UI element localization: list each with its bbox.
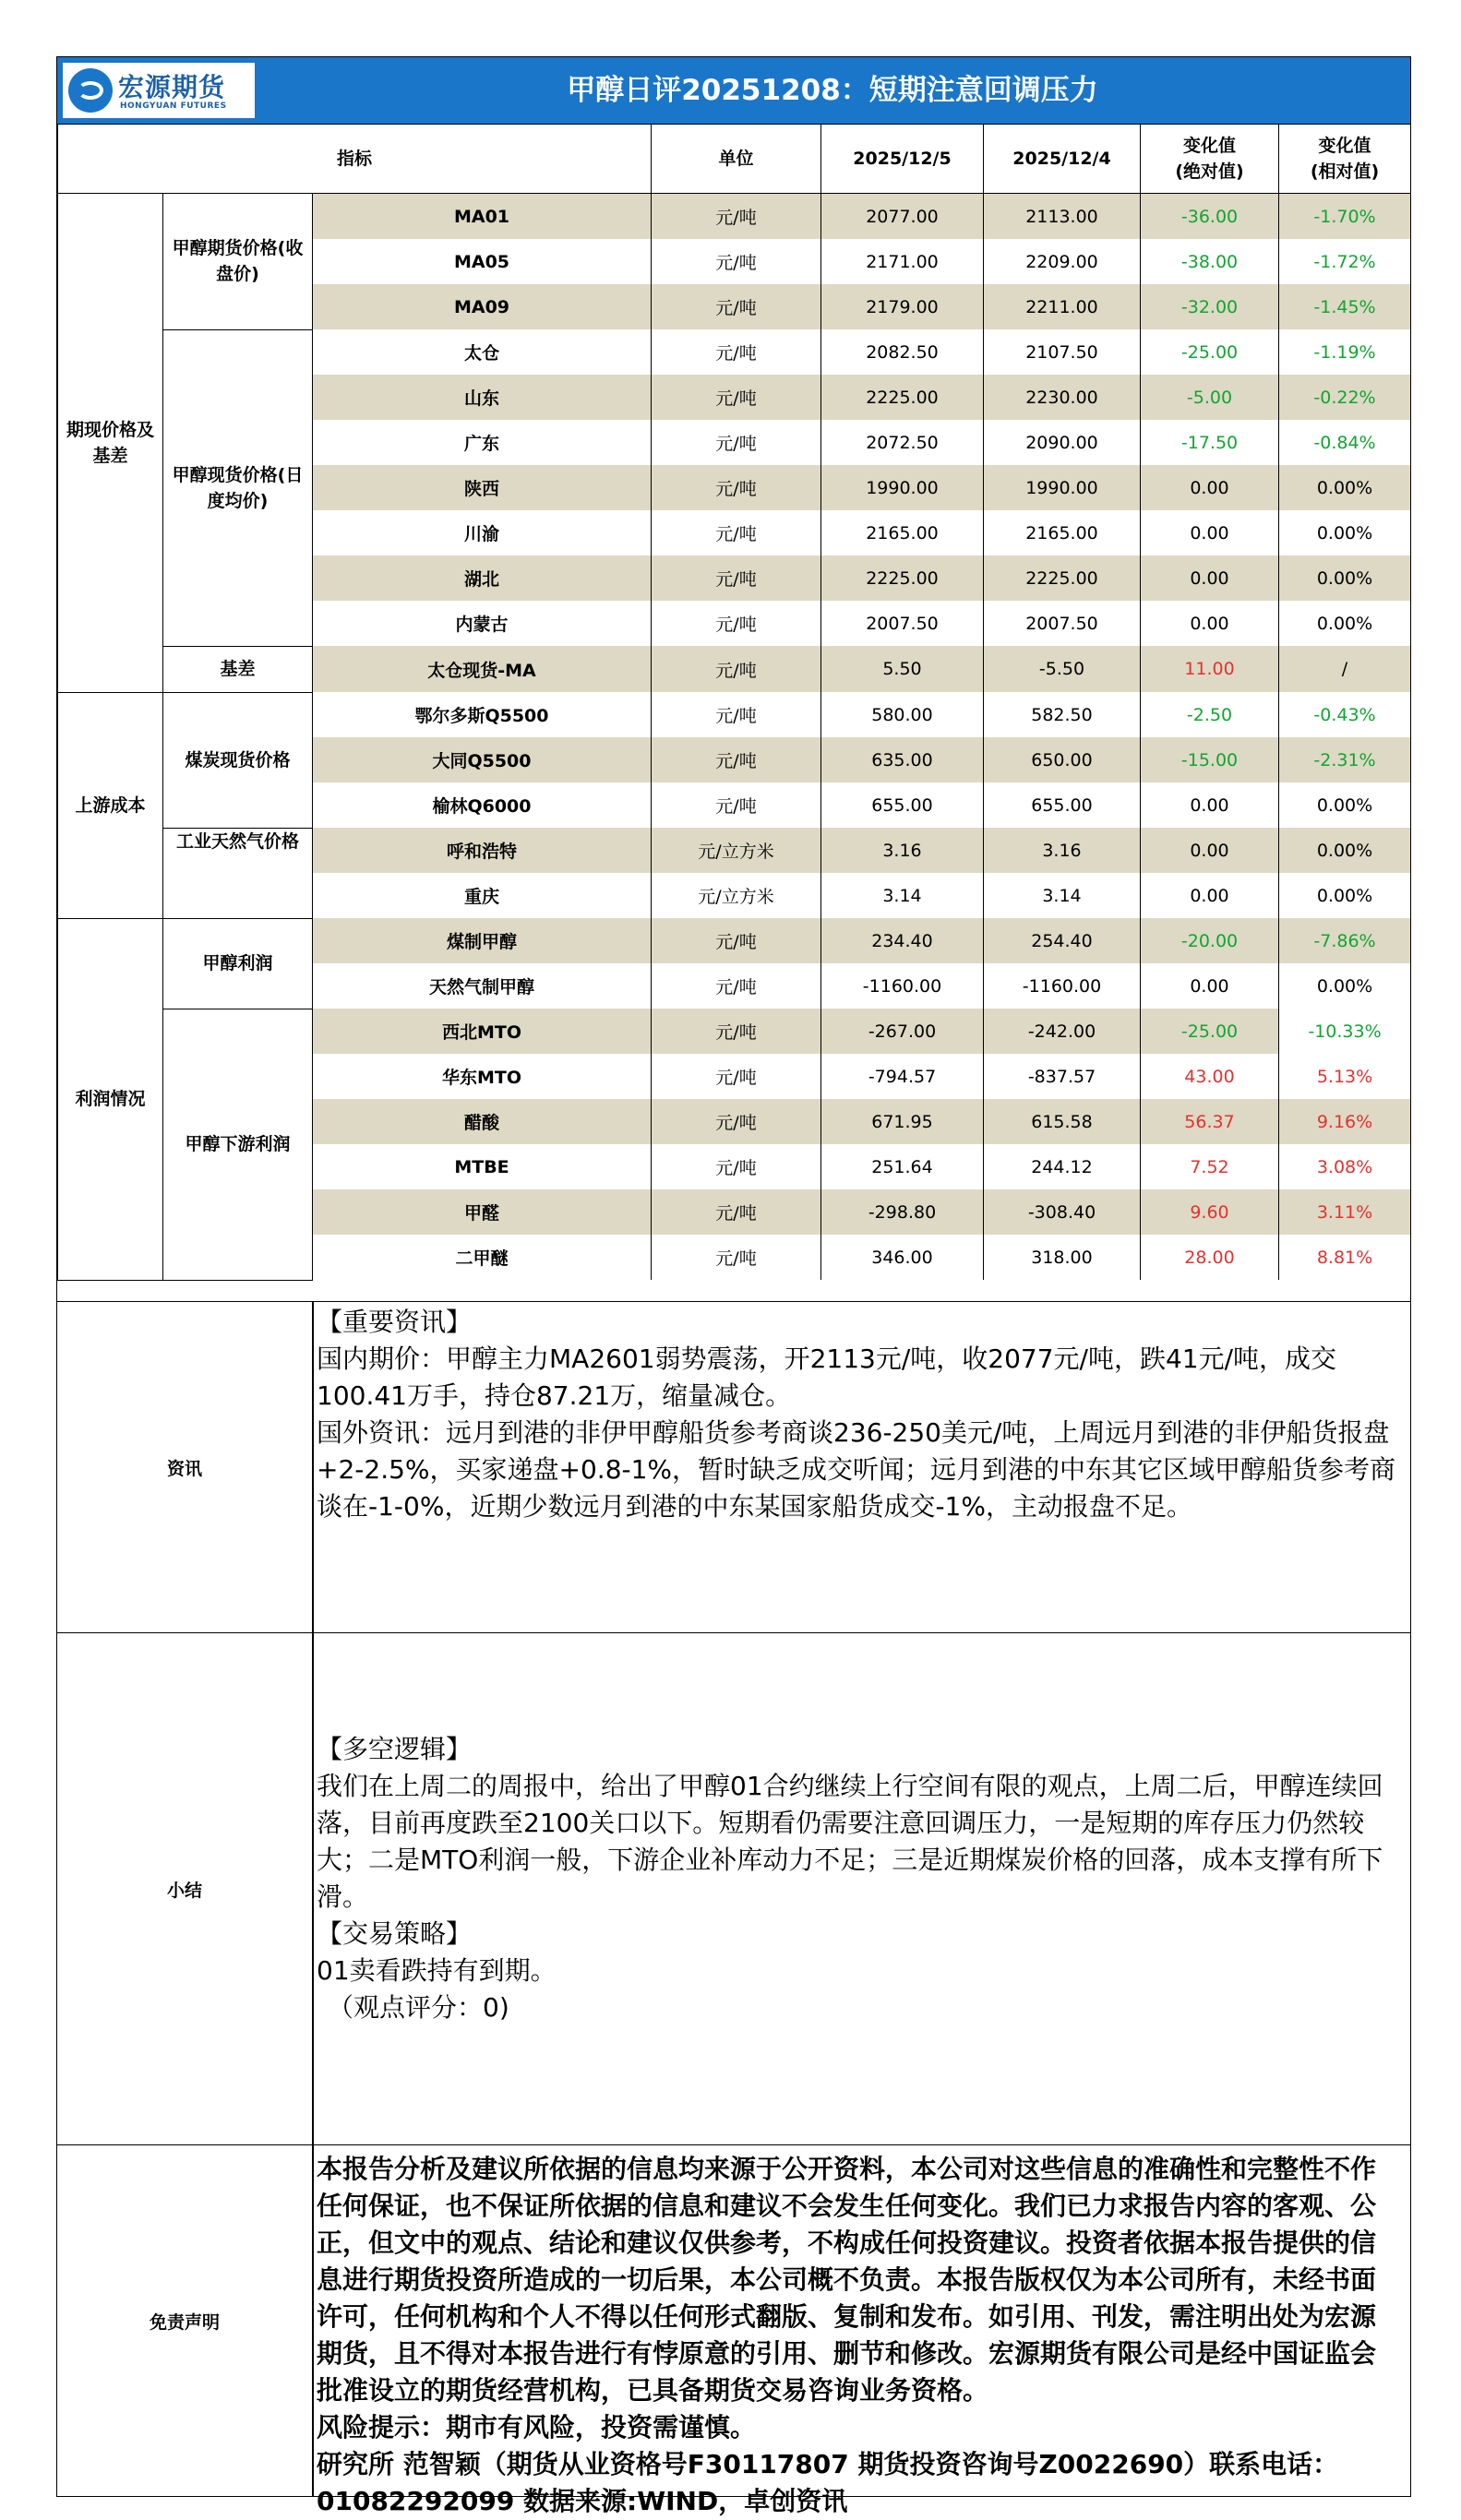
abs-change: 0.00 <box>1141 828 1279 873</box>
rel-change: -1.45% <box>1279 284 1411 329</box>
value-date2: 2209.00 <box>984 239 1141 284</box>
unit-cell: 元/吨 <box>652 782 821 828</box>
col-rel-change: 变化值 (相对值) <box>1279 125 1411 194</box>
abs-change: -25.00 <box>1141 1009 1279 1054</box>
rel-change: 0.00% <box>1279 963 1411 1009</box>
indicator-name: 山东 <box>313 375 652 420</box>
unit-cell: 元/立方米 <box>652 828 821 873</box>
value-date2: -1160.00 <box>984 963 1141 1009</box>
disclaimer-label: 免责声明 <box>57 2145 314 2496</box>
unit-cell: 元/吨 <box>652 1054 821 1099</box>
rel-change: 0.00% <box>1279 828 1411 873</box>
value-date2: 2225.00 <box>984 555 1141 601</box>
unit-cell: 元/吨 <box>652 963 821 1009</box>
summary-label: 小结 <box>57 1633 314 2144</box>
value-date2: -242.00 <box>984 1009 1141 1054</box>
value-date2: 244.12 <box>984 1144 1141 1189</box>
abs-change: 9.60 <box>1141 1189 1279 1235</box>
report-title: 甲醇日评20251208：短期注意回调压力 <box>567 74 1098 107</box>
disclaimer-section <box>57 2144 1410 2516</box>
value-date1: 635.00 <box>821 737 984 782</box>
value-date1: 655.00 <box>821 782 984 828</box>
rel-change: 8.81% <box>1279 1235 1411 1280</box>
news-heading: 【重要资讯】 <box>317 1307 473 1337</box>
abs-change: -17.50 <box>1141 420 1279 465</box>
sub-coal-price: 煤炭现货价格 <box>163 692 313 828</box>
table-row <box>58 646 1411 692</box>
rel-change: 0.00% <box>1279 555 1411 601</box>
abs-change: 0.00 <box>1141 873 1279 918</box>
value-date2: 3.14 <box>984 873 1141 918</box>
unit-cell: 元/吨 <box>652 375 821 420</box>
news-section <box>57 1301 1410 1632</box>
indicator-name: 西北MTO <box>313 1009 652 1054</box>
news-domestic: 国内期价：甲醇主力MA2601弱势震荡，开2113元/吨，收2077元/吨，跌41元/吨，成交100.41万手，持仓87.21万，缩量减仓。 <box>317 1344 1337 1411</box>
unit-cell: 元/立方米 <box>652 873 821 918</box>
value-date1: 671.95 <box>821 1099 984 1144</box>
unit-cell: 元/吨 <box>652 1235 821 1280</box>
abs-change: 0.00 <box>1141 782 1279 828</box>
abs-change: 0.00 <box>1141 465 1279 510</box>
value-date1: 2007.50 <box>821 601 984 646</box>
news-label: 资讯 <box>57 1302 314 1632</box>
indicator-name: MA05 <box>313 239 652 284</box>
unit-cell: 元/吨 <box>652 239 821 284</box>
report-sheet <box>56 56 1411 2516</box>
unit-cell: 元/吨 <box>652 1009 821 1054</box>
value-date2: 1990.00 <box>984 465 1141 510</box>
rel-change: 0.00% <box>1279 782 1411 828</box>
rel-change: -0.22% <box>1279 375 1411 420</box>
value-date1: 2171.00 <box>821 239 984 284</box>
value-date1: 346.00 <box>821 1235 984 1280</box>
abs-change: 7.52 <box>1141 1144 1279 1189</box>
table-row <box>58 918 1411 963</box>
indicator-table <box>57 124 1411 1281</box>
rel-change: 0.00% <box>1279 873 1411 918</box>
indicator-name: 川渝 <box>313 510 652 555</box>
strategy-text: 01卖看跌持有到期。 <box>317 1955 557 1986</box>
abs-change: 0.00 <box>1141 963 1279 1009</box>
value-date1: -298.80 <box>821 1189 984 1235</box>
value-date2: 2211.00 <box>984 284 1141 329</box>
indicator-name: 太仓现货-MA <box>313 646 652 692</box>
value-date2: 254.40 <box>984 918 1141 963</box>
value-date1: 1990.00 <box>821 465 984 510</box>
value-date1: 5.50 <box>821 646 984 692</box>
rel-change: 5.13% <box>1279 1054 1411 1099</box>
strategy-heading: 【交易策略】 <box>317 1918 473 1949</box>
col-indicator: 指标 <box>58 125 652 194</box>
summary-section <box>57 1632 1410 2144</box>
unit-cell: 元/吨 <box>652 1099 821 1144</box>
sub-spot-price: 甲醇现货价格(日度均价) <box>163 329 313 646</box>
indicator-name: 陕西 <box>313 465 652 510</box>
abs-change: -20.00 <box>1141 918 1279 963</box>
indicator-name: 重庆 <box>313 873 652 918</box>
abs-change: -32.00 <box>1141 284 1279 329</box>
unit-cell: 元/吨 <box>652 465 821 510</box>
abs-change: 0.00 <box>1141 510 1279 555</box>
group-profit: 利润情况 <box>58 918 163 1280</box>
unit-cell: 元/吨 <box>652 284 821 329</box>
unit-cell: 元/吨 <box>652 646 821 692</box>
rel-change: -2.31% <box>1279 737 1411 782</box>
risk-warning: 风险提示：期市有风险，投资需谨慎。 <box>317 2412 757 2442</box>
table-row <box>58 329 1411 375</box>
sub-basis: 基差 <box>163 646 313 692</box>
unit-cell: 元/吨 <box>652 737 821 782</box>
rel-change: -0.84% <box>1279 420 1411 465</box>
col-abs-change: 变化值 (绝对值) <box>1141 125 1279 194</box>
news-overseas: 国外资讯：远月到港的非伊甲醇船货参考商谈236-250美元/吨，上周远月到港的非伊船货报盘+2-2.5%，买家递盘+0.8-1%，暂时缺乏成交听闻；远月到港的中东其它区域甲醇船货参考商谈在-1-0%，近期少数远月到港的中东某国家船货成交-1%，主动报盘不足。 <box>317 1417 1396 1522</box>
rel-change: -10.33% <box>1279 1009 1411 1054</box>
unit-cell: 元/吨 <box>652 601 821 646</box>
value-date1: 580.00 <box>821 692 984 737</box>
value-date1: 251.64 <box>821 1144 984 1189</box>
value-date1: 3.14 <box>821 873 984 918</box>
abs-change: 28.00 <box>1141 1235 1279 1280</box>
view-score: （观点评分：0) <box>328 1992 509 2023</box>
value-date1: 2082.50 <box>821 329 984 375</box>
value-date2: -5.50 <box>984 646 1141 692</box>
unit-cell: 元/吨 <box>652 555 821 601</box>
rel-change: 3.11% <box>1279 1189 1411 1235</box>
indicator-name: MA09 <box>313 284 652 329</box>
indicator-name: 华东MTO <box>313 1054 652 1099</box>
value-date2: 650.00 <box>984 737 1141 782</box>
rel-change: 0.00% <box>1279 601 1411 646</box>
table-row <box>58 828 1411 873</box>
value-date1: 3.16 <box>821 828 984 873</box>
indicator-name: MA01 <box>313 194 652 240</box>
unit-cell: 元/吨 <box>652 510 821 555</box>
news-body <box>317 1304 1401 1525</box>
group-price-basis: 期现价格及基差 <box>58 194 163 693</box>
rel-change: / <box>1279 646 1411 692</box>
value-date2: 582.50 <box>984 692 1141 737</box>
logo-icon <box>68 68 113 113</box>
indicator-name: 榆林Q6000 <box>313 782 652 828</box>
indicator-name: 太仓 <box>313 329 652 375</box>
rel-change: -0.43% <box>1279 692 1411 737</box>
value-date1: -794.57 <box>821 1054 984 1099</box>
abs-change: -5.00 <box>1141 375 1279 420</box>
value-date1: -267.00 <box>821 1009 984 1054</box>
indicator-name: 二甲醚 <box>313 1235 652 1280</box>
unit-cell: 元/吨 <box>652 692 821 737</box>
indicator-name: 鄂尔多斯Q5500 <box>313 692 652 737</box>
indicator-name: 甲醛 <box>313 1189 652 1235</box>
indicator-name: 大同Q5500 <box>313 737 652 782</box>
indicator-name: 呼和浩特 <box>313 828 652 873</box>
indicator-name: 醋酸 <box>313 1099 652 1144</box>
sub-downstream-profit: 甲醇下游利润 <box>163 1009 313 1280</box>
rel-change: 3.08% <box>1279 1144 1411 1189</box>
abs-change: -36.00 <box>1141 194 1279 240</box>
value-date2: -308.40 <box>984 1189 1141 1235</box>
rel-change: 0.00% <box>1279 465 1411 510</box>
company-logo <box>63 63 255 118</box>
summary-body <box>317 1731 1401 2026</box>
rel-change: -1.70% <box>1279 194 1411 240</box>
col-date1: 2025/12/5 <box>821 125 984 194</box>
value-date2: 3.16 <box>984 828 1141 873</box>
value-date2: 2107.50 <box>984 329 1141 375</box>
value-date1: 234.40 <box>821 918 984 963</box>
rel-change: 9.16% <box>1279 1099 1411 1144</box>
abs-change: 56.37 <box>1141 1099 1279 1144</box>
indicator-name: 天然气制甲醇 <box>313 963 652 1009</box>
disclaimer-body <box>317 2151 1401 2520</box>
value-date2: 615.58 <box>984 1099 1141 1144</box>
abs-change: 0.00 <box>1141 601 1279 646</box>
disclaimer-text: 本报告分析及建议所依据的信息均来源于公开资料，本公司对这些信息的准确性和完整性不作任何保证，也不保证所依据的信息和建议不会发生任何变化。我们已力求报告内容的客观、公正，但文中的观点、结论和建议仅供参考，不构成任何投资建议。投资者依据本报告提供的信息进行期货投资所造成的一切后果，本公司概不负责。本报告版权仅为本公司所有，未经书面许可，任何机构和个人不得以任何形式翻版、复制和发布。如引用、刊发，需注明出处为宏源期货，且不得对本报告进行有悖原意的引用、删节和修改。宏源期货有限公司是经中国证监会批准设立的期货经营机构，已具备期货交易咨询业务资格。 <box>317 2154 1377 2406</box>
indicator-name: MTBE <box>313 1144 652 1189</box>
value-date1: 2077.00 <box>821 194 984 240</box>
value-date2: 2007.50 <box>984 601 1141 646</box>
abs-change: -38.00 <box>1141 239 1279 284</box>
value-date1: 2179.00 <box>821 284 984 329</box>
rel-change: -1.19% <box>1279 329 1411 375</box>
abs-change: -25.00 <box>1141 329 1279 375</box>
analyst-info: 研究所 范智颖（期货从业资格号F30117807 期货投资咨询号Z0022690）联系电话：01082292099 数据来源:WIND，卓创资讯 <box>317 2449 1339 2516</box>
abs-change: 0.00 <box>1141 555 1279 601</box>
unit-cell: 元/吨 <box>652 329 821 375</box>
col-unit: 单位 <box>652 125 821 194</box>
value-date2: 2113.00 <box>984 194 1141 240</box>
value-date1: -1160.00 <box>821 963 984 1009</box>
table-row <box>58 194 1411 240</box>
unit-cell: 元/吨 <box>652 1189 821 1235</box>
abs-change: 11.00 <box>1141 646 1279 692</box>
value-date1: 2072.50 <box>821 420 984 465</box>
abs-change: 43.00 <box>1141 1054 1279 1099</box>
logic-heading: 【多空逻辑】 <box>317 1734 473 1764</box>
title-banner <box>57 57 1410 124</box>
col-date2: 2025/12/4 <box>984 125 1141 194</box>
sub-futures-price: 甲醇期货价格(收盘价) <box>163 194 313 330</box>
table-row <box>58 1009 1411 1054</box>
rel-change: 0.00% <box>1279 510 1411 555</box>
rel-change: -7.86% <box>1279 918 1411 963</box>
value-date1: 2225.00 <box>821 375 984 420</box>
logo-english-name: HONGYUAN FUTURES <box>120 102 227 111</box>
table-row <box>58 692 1411 737</box>
value-date2: -837.57 <box>984 1054 1141 1099</box>
unit-cell: 元/吨 <box>652 194 821 240</box>
sub-gas-price: 工业天然气价格 <box>163 828 313 918</box>
unit-cell: 元/吨 <box>652 918 821 963</box>
indicator-name: 内蒙古 <box>313 601 652 646</box>
value-date2: 655.00 <box>984 782 1141 828</box>
unit-cell: 元/吨 <box>652 420 821 465</box>
value-date2: 318.00 <box>984 1235 1141 1280</box>
abs-change: -2.50 <box>1141 692 1279 737</box>
indicator-name: 广东 <box>313 420 652 465</box>
unit-cell: 元/吨 <box>652 1144 821 1189</box>
value-date1: 2225.00 <box>821 555 984 601</box>
logic-text: 我们在上周二的周报中，给出了甲醇01合约继续上行空间有限的观点，上周二后，甲醇连续回落，目前再度跌至2100关口以下。短期看仍需要注意回调压力，一是短期的库存压力仍然较大；二是MTO利润一般，下游企业补库动力不足；三是近期煤炭价格的回落，成本支撑有所下滑。 <box>317 1771 1383 1912</box>
logo-name: 宏源期货 <box>118 72 226 102</box>
value-date2: 2165.00 <box>984 510 1141 555</box>
group-upstream-cost: 上游成本 <box>58 692 163 918</box>
indicator-name: 煤制甲醇 <box>313 918 652 963</box>
table-header <box>58 125 1411 194</box>
value-date2: 2230.00 <box>984 375 1141 420</box>
indicator-name: 湖北 <box>313 555 652 601</box>
value-date1: 2165.00 <box>821 510 984 555</box>
rel-change: -1.72% <box>1279 239 1411 284</box>
sub-methanol-profit: 甲醇利润 <box>163 918 313 1009</box>
value-date2: 2090.00 <box>984 420 1141 465</box>
abs-change: -15.00 <box>1141 737 1279 782</box>
